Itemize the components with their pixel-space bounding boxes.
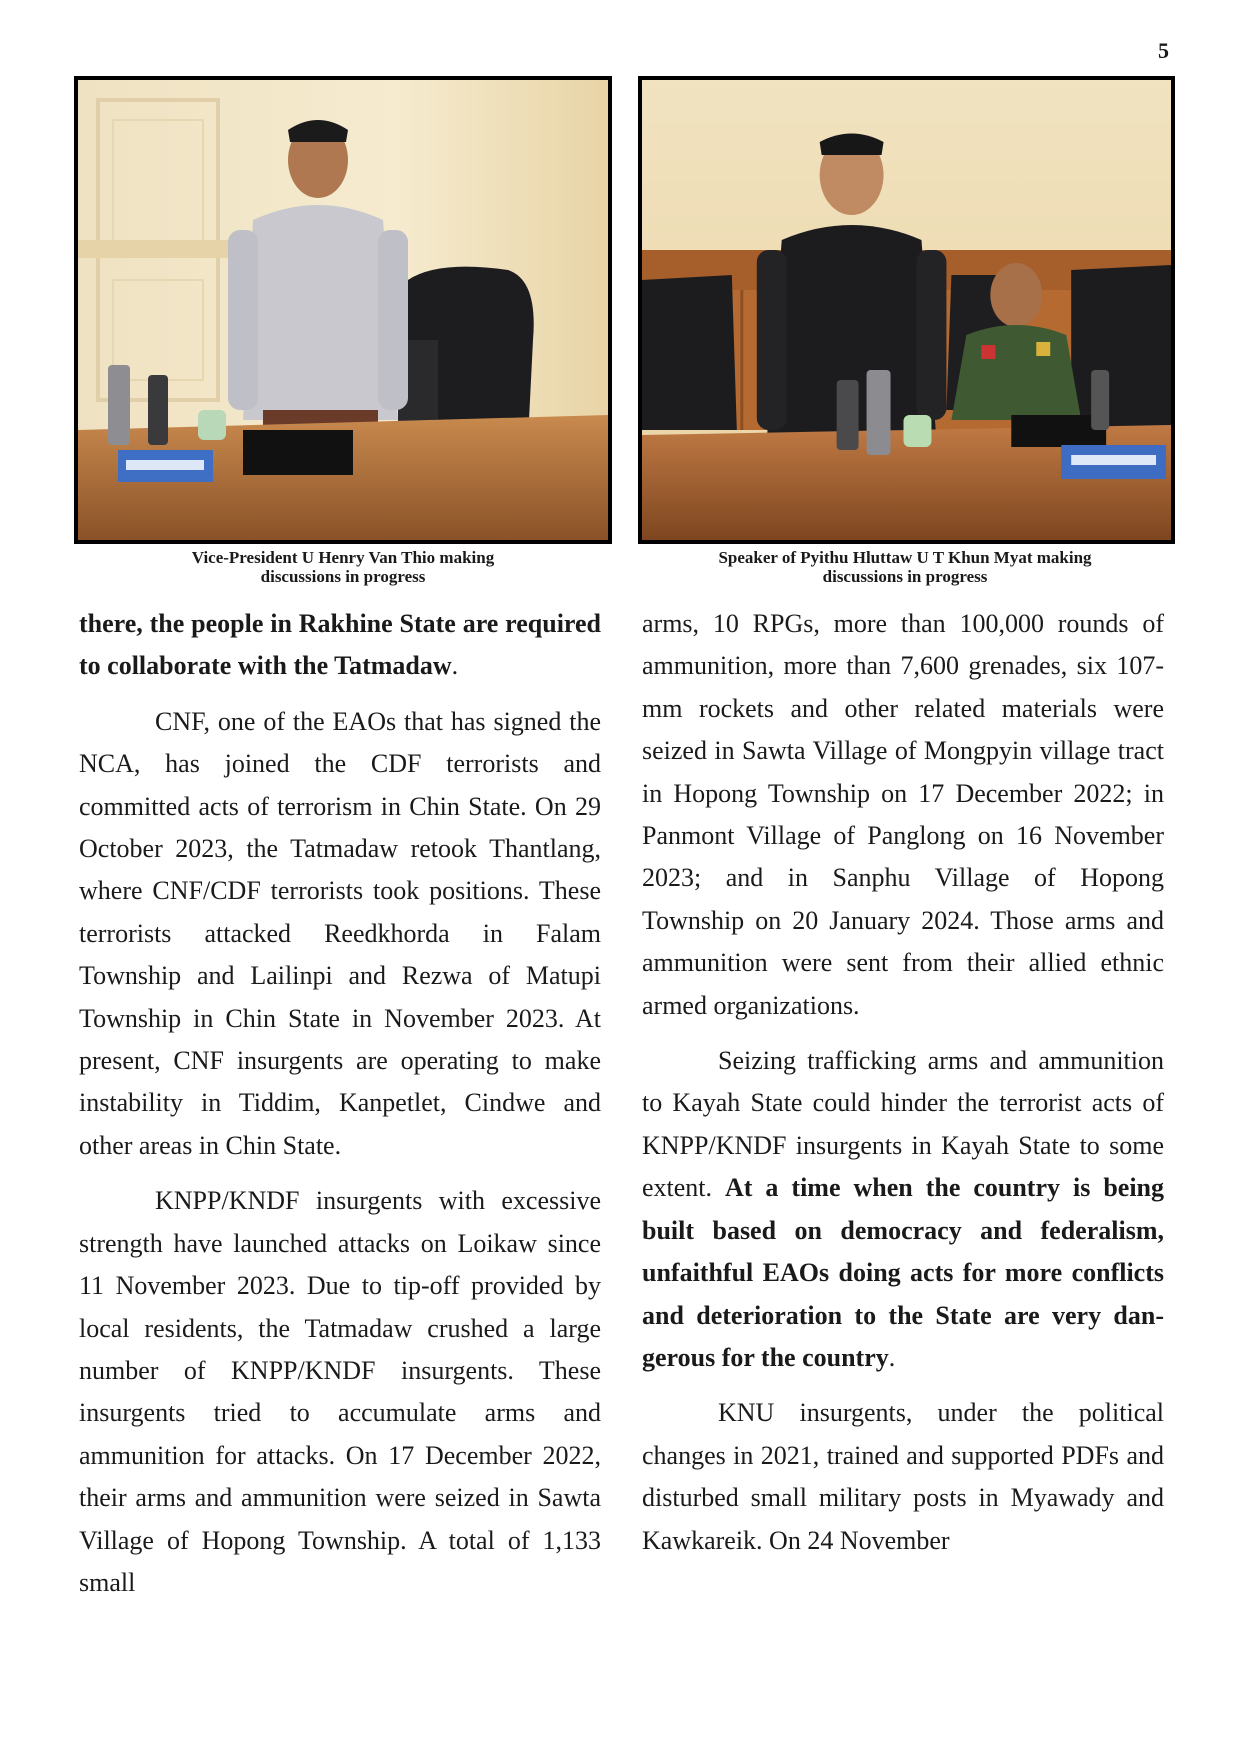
caption-left-line1: Vice-President U Henry Van Thio making	[191, 548, 495, 567]
vice-president-photo-image	[78, 80, 608, 540]
right-paragraph-1: arms, 10 RPGs, more than 100,000 rounds of ammunition, more than 7,600 grenades, six 107-mm rockets and other related materials were seized in Sawta Village of Mongpyin village tract in Hopong Township on 17 December 2022; in Panmont Village of Panglong on 16 November 2023; and in Sanphu Village of Hopong Township on 20 January 2024. Those arms and ammunition were sent from their allied ethnic armed organizations.	[642, 609, 1164, 1020]
caption-right	[645, 548, 1165, 586]
left-paragraph-2: CNF, one of the EAOs that has signed the NCA, has joined the CDF terrorists and committed acts of terrorism in Chin State. On 29 October 2023, the Tatmadaw retook Thantlang, where CNF/CDF terrorists took positions. These terrorists attacked Reedkhorda in Falam Township and Lailinpi and Rezwa of Matupi Township in Chin State in November 2023. At present, CNF insurgents are operating to make instability in Tiddim, Kanpetlet, Cindwe and other areas in Chin State.	[79, 706, 601, 1160]
caption-left	[83, 548, 603, 586]
rakhine-emphasis-text: there, the people in Rakhine State are required to collaborate with the Tatmadaw	[79, 609, 601, 681]
caption-right-line1: Speaker of Pyithu Hluttaw U T Khun Myat making	[718, 548, 1092, 567]
democracy-emphasis-text: At a time when the country is being built based on democracy and federalism, unfaithful EAOs doing acts for more conflicts and deterioration to the State are very dangerous for the country	[642, 1173, 1164, 1372]
left-column	[79, 603, 601, 1617]
caption-left-line2: discussions in progress	[260, 567, 426, 586]
right-p2-end: .	[888, 1342, 896, 1372]
caption-right-line2: discussions in progress	[822, 567, 988, 586]
right-p2-normal: Seizing trafficking arms and ammunition to Kayah State could hinder the terrorist acts of KNPP/KNDF insurgents in Kayah State to some extent.	[642, 1046, 1164, 1203]
left-paragraph-1	[79, 603, 601, 688]
right-paragraph-2	[642, 1040, 1164, 1379]
page-number: 5	[1158, 38, 1169, 63]
right-paragraph-3: KNU insurgents, under the political changes in 2021, trained and supported PDFs and disturbed small military posts in Myawady and Kawkareik. On 24 November	[642, 1398, 1164, 1555]
right-column	[642, 603, 1164, 1575]
left-p1-end: .	[451, 651, 459, 681]
photo-speaker	[638, 76, 1175, 544]
left-paragraph-3: KNPP/KNDF insurgents with excessive strength have launched attacks on Loikaw since 11 November 2023. Due to tip-off provided by local residents, the Tatmadaw crushed a large number of KNPP/KNDF insurgents. These insurgents tried to accumulate arms and ammunition for attacks. On 17 December 2022, their arms and ammunition were seized in Sawta Village of Hopong Township. A total of 1,133 small	[79, 1186, 601, 1597]
speaker-photo-image	[642, 80, 1171, 540]
photo-vice-president	[74, 76, 612, 544]
